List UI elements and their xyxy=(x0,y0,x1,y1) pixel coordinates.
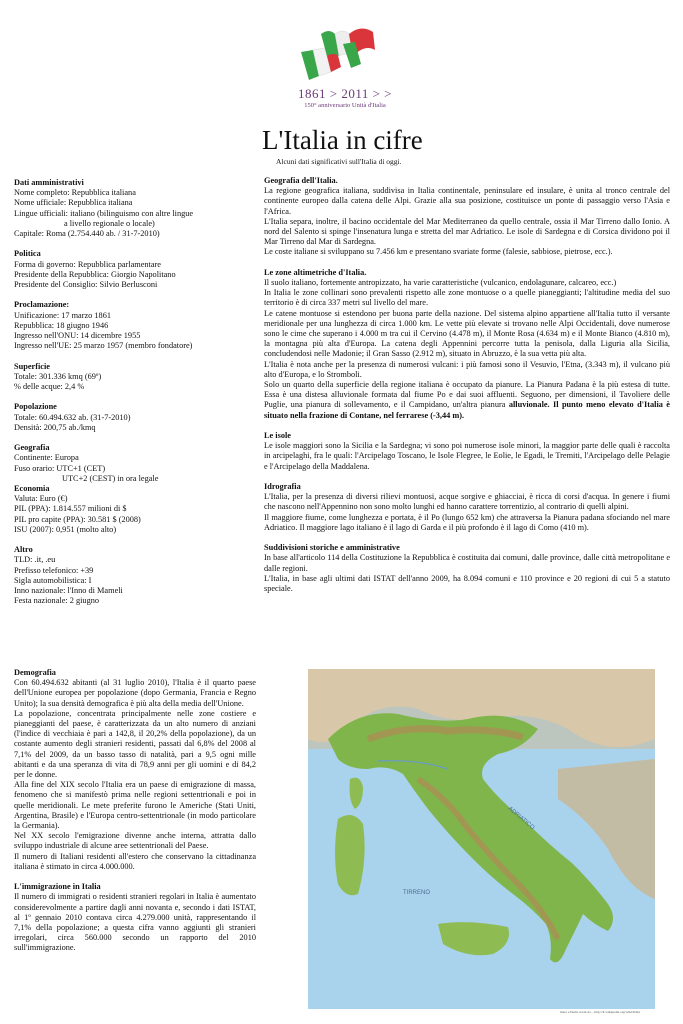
paragraph: L'Italia, per la presenza di diversi rilievi montuosi, acque sorgive e ghiacciai, è ricca di corsi d'acqua. In genere i fiumi che nascono nell'Appennino non sono molto lunghi ed hanno carattere torrentizio, al contrario di quelli alpini. xyxy=(264,492,670,512)
map-credit: mare e fiumi creati da .. http://it.wikipedia.org/wiki/Italia xyxy=(560,1010,641,1014)
fact-line: Fuso orario: UTC+1 (CET) xyxy=(14,463,106,473)
right-text-column xyxy=(264,176,670,594)
paragraph: La regione geografica italiana, suddivisa in Italia continentale, peninsulare ed insulare, è unita al tronco centrale del continente europeo dalla catena delle Alpi. Grazie alla sua posizione, costituisce un ponte di passaggio verso l'Asia e l'Africa. xyxy=(264,186,670,216)
paragraph xyxy=(264,380,670,421)
fact-line: Totale: 60.494.632 ab. (31-7-2010) xyxy=(14,412,131,422)
altro-heading: Altro xyxy=(14,545,33,555)
fact-line: Prefisso telefonico: +39 xyxy=(14,565,94,575)
isole-heading: Le isole xyxy=(264,431,291,441)
paragraph: L'Italia separa, inoltre, il bacino occidentale del Mar Mediterraneo da quello centrale, ossia il Mar Tirreno dallo Ionio. A nord del Salento si spinge l'insenatura lunga e stretta del mar Adriatico. Le isole di Sardegna e di Corsica dividono poi il Mar Tirreno dal Mar di Sardegna. xyxy=(264,216,670,247)
geografia-heading: Geografia xyxy=(14,443,50,453)
demografia-section xyxy=(14,668,256,954)
paragraph: L'Italia, in base agli ultimi dati ISTAT dell'anno 2009, ha 8.094 comuni e 110 province e 20 regioni di cui 5 a statuto speciale. xyxy=(264,573,670,594)
immigrazione-heading: L'immigrazione in Italia xyxy=(14,882,101,892)
fact-line: Presidente della Repubblica: Giorgio Napolitano xyxy=(14,269,176,279)
page-title: L'Italia in cifre xyxy=(262,125,423,155)
anniversary-label: 150° anniversario Unità d'Italia xyxy=(304,102,386,109)
paragraph: Le coste italiane si sviluppano su 7.456 km e presentano svariate forme (falesie, sabbiose, pietrose, ecc.). xyxy=(264,247,613,257)
fact-line: Capitale: Roma (2.754.440 ab. / 31-7-2010) xyxy=(14,229,160,239)
map-label-tirreno: TIRRENO xyxy=(403,890,430,896)
left-facts-column xyxy=(14,178,254,606)
fact-line: Nome ufficiale: Repubblica italiana xyxy=(14,198,133,208)
fact-line: UTC+2 (CEST) in ora legale xyxy=(62,473,159,483)
fact-line: % delle acque: 2,4 % xyxy=(14,382,85,392)
paragraph: La popolazione, concentrata principalmente nelle zone costiere e pianeggianti del paese, è caratterizzata da un alto numero di anziani (l'indice di vecchiaia è pari a 142,8, il 20,2% della popolazione), da un costante aumento degli stranieri residenti, passati dal 6,8% del 2008 al 7,1% del 2009, da un basso tasso di natalità, pari a 9,5 ogni mille abitanti e da una speranza di vita di 78,9 anni per gli uomini e di 84,2 per le donne. xyxy=(14,708,256,780)
paragraph: In Italia le zone collinari sono prevalenti rispetto alle zone montuose o a quelle pianeggianti; l'altitudine media del suo territorio è di circa 337 metri sul livello del mare. xyxy=(264,288,670,308)
fact-line: PIL pro capite (PPA): 30.581 $ (2008) xyxy=(14,514,141,524)
suddivisioni-heading: Suddivisioni storiche e amministrative xyxy=(264,543,400,553)
paragraph: Con 60.494.632 abitanti (al 31 luglio 2010), l'Italia è il quarto paese dell'Unione europea per popolazione (dopo Germania, Francia e Regno Unito); la sua densità demografica è più alta della media dell'Unione. xyxy=(14,678,256,708)
zone-altimetriche-heading: Le zone altimetriche d'Italia. xyxy=(264,267,367,277)
page-subtitle: Alcuni dati significativi sull'Italia di oggi. xyxy=(276,157,402,166)
proclamazione-heading: Proclamazione: xyxy=(14,300,70,310)
unification-logo-flags xyxy=(283,14,393,84)
fact-line: Repubblica: 18 giugno 1946 xyxy=(14,320,109,330)
fact-line: Continente: Europa xyxy=(14,453,79,463)
fact-line: Totale: 301.336 kmq (69º) xyxy=(14,371,102,381)
paragraph: L'Italia è nota anche per la presenza di numerosi vulcani: i più famosi sono il Vesuvio, l'Etna, (3.343 m), il vulcano più alto d'Europa, e lo Stromboli. xyxy=(264,359,670,379)
fact-line: Forma di governo: Repubblica parlamentare xyxy=(14,259,161,269)
fact-line: Lingue ufficiali: italiano (bilinguismo con altre lingue xyxy=(14,208,194,218)
paragraph: Il maggiore fiume, come lunghezza e portata, è il Po (lungo 652 km) che attraversa la Pianura padana sfociando nel mare Adriatico. Il maggiore lago italiano è il lago di Garda e il più profondo è il lago di Como (410 m). xyxy=(264,512,670,532)
paragraph: In base all'articolo 114 della Costituzione la Repubblica è costituita dai comuni, dalle province, dalle città metropolitane e dalle regioni. xyxy=(264,553,670,573)
fact-line: ISU (2007): 0,951 (molto alto) xyxy=(14,524,117,534)
paragraph: Le isole maggiori sono la Sicilia e la Sardegna; vi sono poi numerose isole minori, la maggior parte delle quali è raccolta in arcipelaghi, fra le quali: l'Arcipelago Toscano, le Isole Flegree, le Eolie, le Egadi, le Tremiti, l'Arcipelago delle Pelagie e l'Arcipelago della Maddalena. xyxy=(264,441,670,471)
paragraph: Il numero di immigrati o residenti stranieri regolari in Italia è aumentato considerevolmente a partire dagli anni novanta e, secondo i dati ISTAT, al 1º gennaio 2010 contava circa 4.279.000 unità, rappresentando il 7,1% della popolazione; a questa cifra vanno aggiunti gli stranieri irregolari, circa 560.000 secondo un rapporto del 2010 sull'immigrazione. xyxy=(14,892,256,953)
fact-line: a livello regionale o locale) xyxy=(64,218,155,228)
admin-heading: Dati amministrativi xyxy=(14,178,84,187)
paragraph: Il numero di Italiani residenti all'estero che conservano la cittadinanza italiana è stimato in circa 4.000.000. xyxy=(14,851,256,871)
paragraph: Il suolo italiano, fortemente antropizzato, ha varie caratteristiche (vulcanico, endolagunare, calcareo, ecc.) xyxy=(264,278,617,288)
popolazione-heading: Popolazione xyxy=(14,402,57,412)
fact-line: Ingresso nell'ONU: 14 dicembre 1955 xyxy=(14,331,141,341)
geografia-italia-heading: Geografia dell'Italia. xyxy=(264,176,338,185)
fact-line: Presidente del Consiglio: Silvio Berlusconi xyxy=(14,280,158,290)
fact-line: Densità: 200,75 ab./kmq xyxy=(14,422,96,432)
fact-line: Sigla automobilistica: I xyxy=(14,575,92,585)
map-label-adriatico: ADRIATICO xyxy=(506,805,536,832)
paragraph: Nel XX secolo l'emigrazione divenne anche interna, attratta dallo sviluppo industriale di alcune aree settentrionali del Paese. xyxy=(14,831,256,851)
fact-line: Valuta: Euro (€) xyxy=(14,494,68,504)
fact-line: TLD: .it, .eu xyxy=(14,555,56,565)
economia-heading: Economia xyxy=(14,484,50,494)
paragraph-bold-text: alluvionale. Il punto meno elevato d'Italia è situato nella frazione di Contane, nel ferrarese (-3,44 m). xyxy=(264,400,670,420)
politica-heading: Politica xyxy=(14,249,41,259)
italy-physical-map xyxy=(308,669,655,1009)
paragraph: Alla fine del XIX secolo l'Italia era un paese di emigrazione di massa, fenomeno che si manifestò prima nelle regioni settentrionali e poi in quelle meridionali. Le mete preferite furono le Americhe (Stati Uniti, Argentina, Brasile) e l'Europa centro-settentrionale (in modo particolare la Germania). xyxy=(14,780,256,831)
fact-line: Festa nazionale: 2 giugno xyxy=(14,596,100,606)
superficie-heading: Superficie xyxy=(14,361,50,371)
fact-line: Ingresso nell'UE: 25 marzo 1957 (membro fondatore) xyxy=(14,341,193,351)
fact-line: Unificazione: 17 marzo 1861 xyxy=(14,310,111,320)
fact-line: PIL (PPA): 1.814.557 milioni di $ xyxy=(14,504,127,514)
paragraph: Le catene montuose si estendono per buona parte della nazione. Del sistema alpino appartiene all'Italia tutto il versante meridionale per una lunghezza di circa 1.000 km. Le vette più elevate si trovano nelle Alpi Occidentali, dove numerose sono le cime che superano i 4.000 m tra cui il Cervino (4.478 m), il Monte Rosa (4.634 m) e il Monte Bianco (4.810 m), la montagna più alta d'Europa. La catena degli Appennini percorre tutta la penisola, dalla Liguria alla Sicilia, concludendosi nelle Madonie; il Gran Sasso (2.912 m), situato in Abruzzo, è la sua vetta più alta. xyxy=(264,308,670,359)
fact-line: Nome completo: Repubblica italiana xyxy=(14,188,136,198)
years-label: 1861 > 2011 > > xyxy=(297,86,392,101)
idrografia-heading: Idrografia xyxy=(264,482,301,492)
demografia-heading: Demografia xyxy=(14,668,56,677)
paragraph-text: Solo un quarto della superficie della regione italiana è occupato da pianure. La Pianura Padana è la più estesa di tutte. Essa è una distesa alluvionale formata dal fiume Po e dai suoi affluenti. Seguono, per dimensioni, il Tavoliere delle Puglie, una pianura di sollevamento, e il Campidano, un'altra pianura xyxy=(264,380,670,410)
fact-line: Inno nazionale: l'Inno di Mameli xyxy=(14,586,123,596)
